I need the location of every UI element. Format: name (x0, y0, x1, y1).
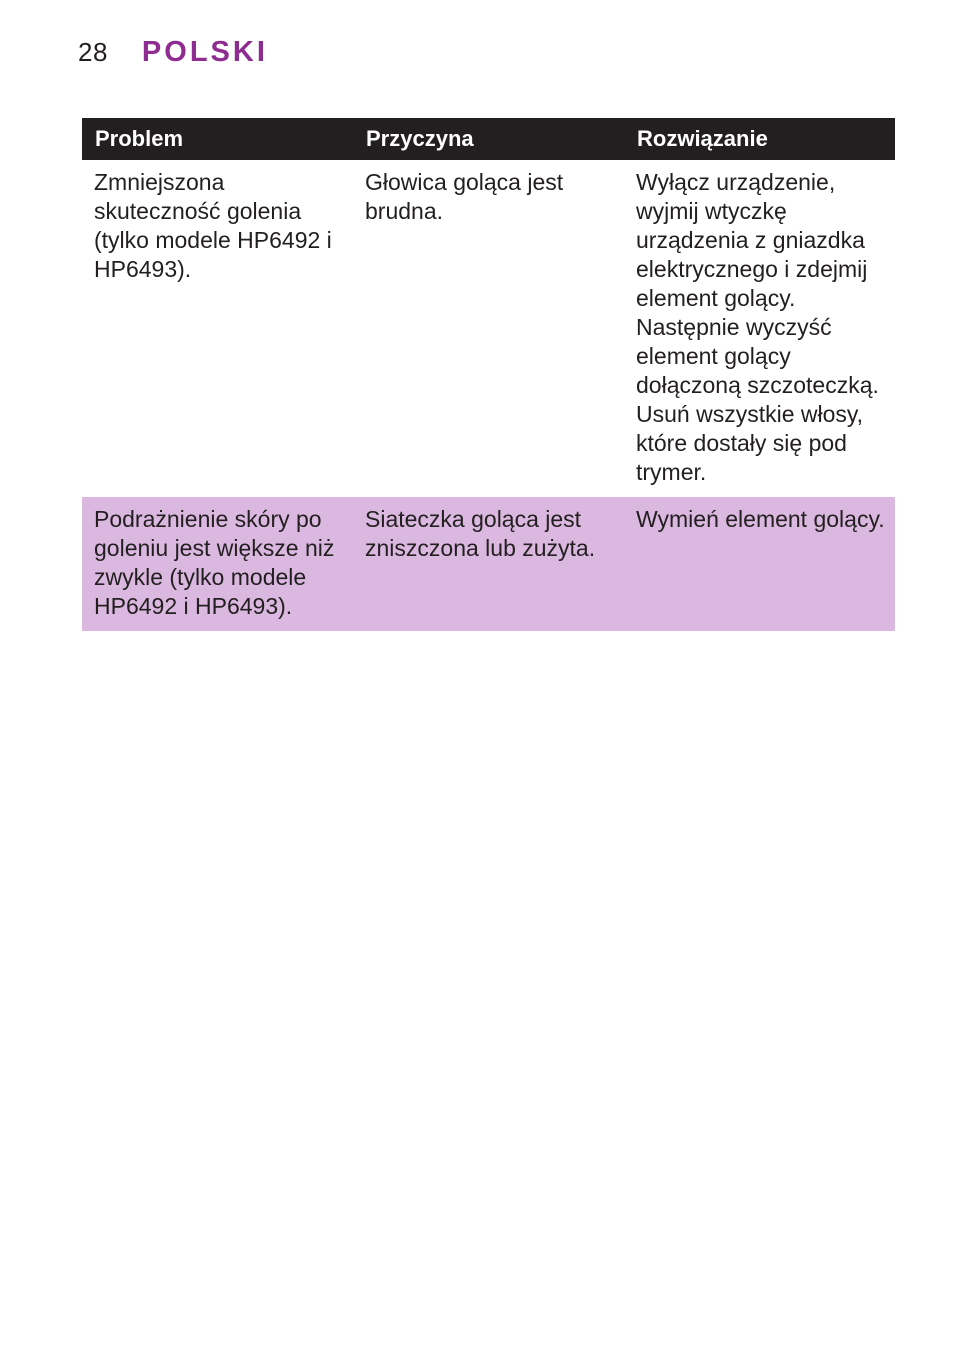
column-header-cause: Przyczyna (353, 118, 624, 160)
cause-cell: Siateczka goląca jest zniszczona lub zużyta. (353, 497, 624, 631)
section-title: POLSKI (141, 36, 268, 68)
troubleshooting-table (82, 118, 895, 631)
page-header (78, 36, 268, 76)
solution-cell: Wymień element golący. (624, 497, 895, 631)
column-header-solution: Rozwiązanie (624, 118, 895, 160)
cause-cell: Głowica goląca jest brudna. (353, 160, 624, 497)
table-row (82, 497, 895, 631)
table-row (82, 160, 895, 497)
solution-cell: Wyłącz urządzenie, wyjmij wtyczkę urządzenia z gniazdka elektrycznego i zdejmij element golący. Następnie wyczyść element golący dołączoną szczoteczką. Usuń wszystkie włosy, które dostały się pod trymer. (624, 160, 895, 497)
page-number: 28 (78, 37, 108, 67)
problem-cell: Podrażnienie skóry po goleniu jest większe niż zwykle (tylko modele HP6492 i HP6493). (82, 497, 353, 631)
column-header-problem: Problem (82, 118, 353, 160)
table-header-row (82, 118, 895, 160)
problem-cell: Zmniejszona skuteczność golenia (tylko modele HP6492 i HP6493). (82, 160, 353, 497)
